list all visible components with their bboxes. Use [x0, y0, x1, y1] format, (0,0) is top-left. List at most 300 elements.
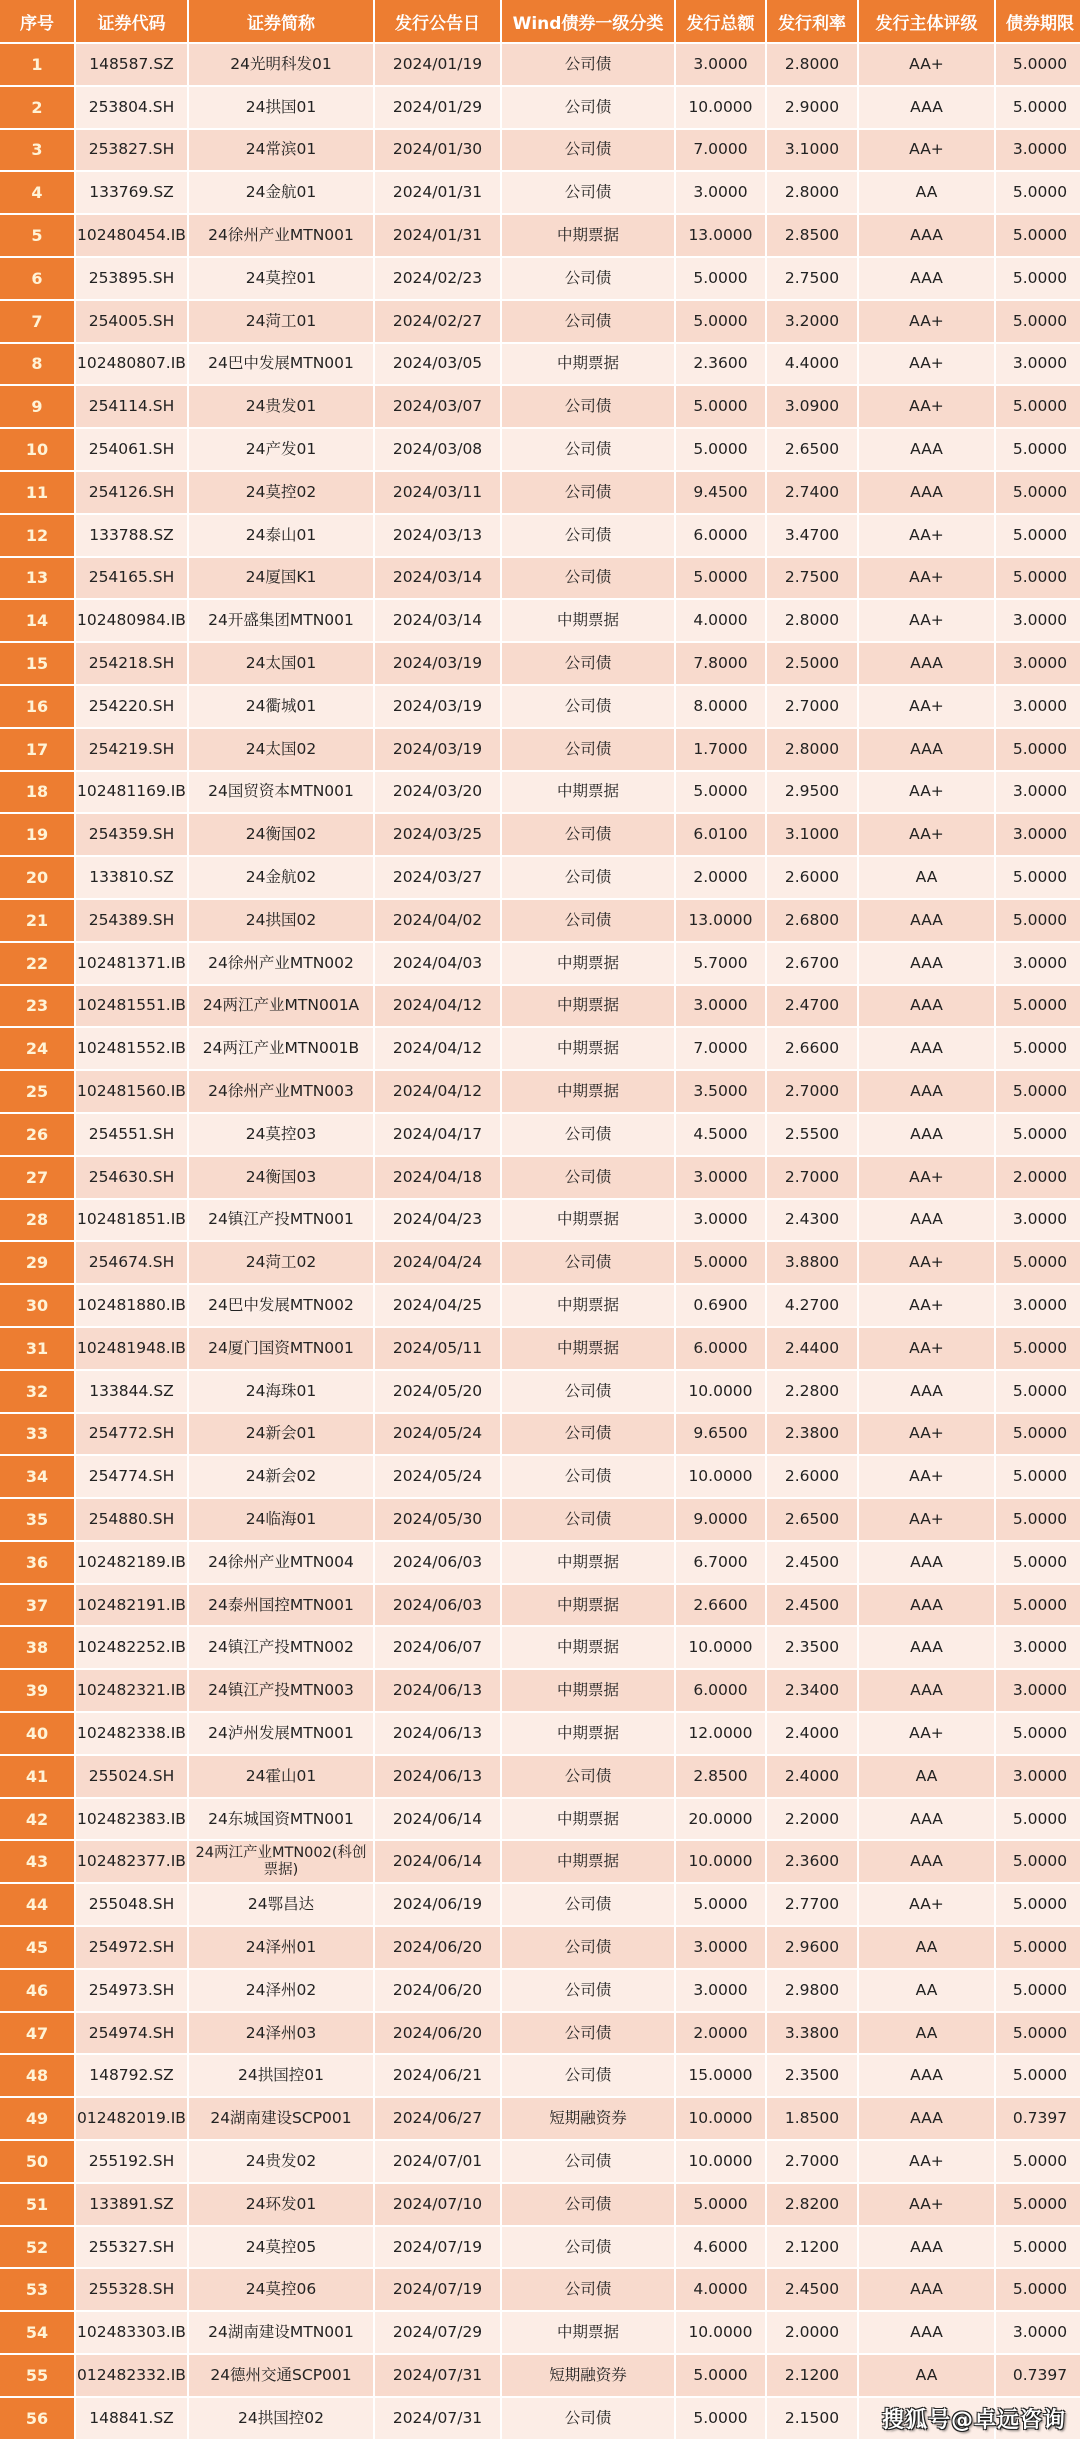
cell-index: 19 — [0, 814, 74, 855]
cell-issue-amount: 12.0000 — [676, 1713, 765, 1754]
table-row[interactable] — [0, 1884, 1080, 1925]
cell-bond-term: 5.0000 — [996, 386, 1080, 427]
table-row[interactable] — [0, 1157, 1080, 1198]
table-row[interactable] — [0, 1756, 1080, 1797]
cell-security-name: 24湖南建设MTN001 — [189, 2312, 373, 2353]
cell-index: 5 — [0, 215, 74, 256]
cell-security-name: 24徐州产业MTN004 — [189, 1542, 373, 1583]
table-row[interactable] — [0, 1713, 1080, 1754]
cell-security-name: 24贵发02 — [189, 2141, 373, 2182]
cell-security-code: 102481552.IB — [76, 1028, 187, 1069]
cell-issue-amount: 10.0000 — [676, 1627, 765, 1668]
cell-issue-amount: 10.0000 — [676, 1841, 765, 1882]
cell-issue-rate: 2.9600 — [767, 1927, 857, 1968]
cell-bond-term: 5.0000 — [996, 986, 1080, 1027]
cell-bond-term: 5.0000 — [996, 2141, 1080, 2182]
cell-security-code: 254973.SH — [76, 1970, 187, 2011]
cell-announcement-date: 2024/03/05 — [375, 344, 500, 385]
cell-issue-rate: 1.8500 — [767, 2098, 857, 2139]
cell-security-name: 24湖南建设SCP001 — [189, 2098, 373, 2139]
cell-index: 25 — [0, 1071, 74, 1112]
cell-bond-term: 5.0000 — [996, 1328, 1080, 1369]
cell-bond-term: 5.0000 — [996, 1884, 1080, 1925]
cell-announcement-date: 2024/01/30 — [375, 130, 500, 171]
cell-bond-term: 5.0000 — [996, 1456, 1080, 1497]
cell-wind-category: 公司债 — [502, 1884, 674, 1925]
cell-issuer-rating: AAA — [859, 2227, 994, 2268]
cell-wind-category: 中期票据 — [502, 1071, 674, 1112]
cell-wind-category: 公司债 — [502, 2013, 674, 2054]
table-row[interactable] — [0, 2227, 1080, 2268]
cell-bond-term: 5.0000 — [996, 2013, 1080, 2054]
cell-issue-amount: 1.7000 — [676, 729, 765, 770]
cell-wind-category: 中期票据 — [502, 1585, 674, 1626]
cell-announcement-date: 2024/06/20 — [375, 2013, 500, 2054]
cell-bond-term: 3.0000 — [996, 1756, 1080, 1797]
table-row[interactable] — [0, 1670, 1080, 1711]
cell-issue-amount: 4.5000 — [676, 1114, 765, 1155]
cell-announcement-date: 2024/04/02 — [375, 900, 500, 941]
table-row[interactable] — [0, 1071, 1080, 1112]
table-row[interactable] — [0, 1028, 1080, 1069]
cell-issue-amount: 5.0000 — [676, 258, 765, 299]
header-issuer-rating[interactable]: 发行主体评级 — [859, 0, 994, 42]
cell-security-name: 24两江产业MTN001B — [189, 1028, 373, 1069]
table-row[interactable] — [0, 2312, 1080, 2353]
cell-wind-category: 中期票据 — [502, 943, 674, 984]
cell-security-name: 24光明科发01 — [189, 44, 373, 85]
cell-bond-term: 5.0000 — [996, 301, 1080, 342]
cell-announcement-date: 2024/05/30 — [375, 1499, 500, 1540]
cell-security-name: 24衡国03 — [189, 1157, 373, 1198]
cell-security-code: 254114.SH — [76, 386, 187, 427]
cell-security-name: 24徐州产业MTN002 — [189, 943, 373, 984]
cell-bond-term: 5.0000 — [996, 729, 1080, 770]
cell-security-name: 24东城国资MTN001 — [189, 1799, 373, 1840]
table-row[interactable] — [0, 1242, 1080, 1283]
cell-bond-term: 5.0000 — [996, 1713, 1080, 1754]
cell-announcement-date: 2024/03/14 — [375, 600, 500, 641]
table-row[interactable] — [0, 386, 1080, 427]
cell-issue-amount: 10.0000 — [676, 2312, 765, 2353]
cell-index: 21 — [0, 900, 74, 941]
cell-bond-term: 5.0000 — [996, 900, 1080, 941]
cell-issue-rate: 2.7000 — [767, 1071, 857, 1112]
table-row[interactable] — [0, 986, 1080, 1027]
cell-security-code: 102480454.IB — [76, 215, 187, 256]
cell-announcement-date: 2024/03/19 — [375, 729, 500, 770]
cell-security-name: 24德州交通SCP001 — [189, 2355, 373, 2396]
cell-issue-amount: 6.7000 — [676, 1542, 765, 1583]
cell-index: 42 — [0, 1799, 74, 1840]
cell-wind-category: 公司债 — [502, 1157, 674, 1198]
cell-index: 9 — [0, 386, 74, 427]
cell-announcement-date: 2024/03/13 — [375, 515, 500, 556]
cell-security-code: 254220.SH — [76, 686, 187, 727]
cell-security-name: 24新会01 — [189, 1414, 373, 1455]
cell-security-name: 24拱国02 — [189, 900, 373, 941]
table-row[interactable] — [0, 1585, 1080, 1626]
cell-issuer-rating: AAA — [859, 1114, 994, 1155]
cell-issuer-rating: AAA — [859, 2055, 994, 2096]
cell-bond-term: 5.0000 — [996, 1414, 1080, 1455]
cell-index: 8 — [0, 344, 74, 385]
table-row[interactable] — [0, 429, 1080, 470]
cell-issue-rate: 4.4000 — [767, 344, 857, 385]
cell-index: 33 — [0, 1414, 74, 1455]
cell-issue-rate: 2.9000 — [767, 87, 857, 128]
cell-announcement-date: 2024/05/24 — [375, 1414, 500, 1455]
cell-issue-rate: 2.7500 — [767, 258, 857, 299]
cell-issue-amount: 13.0000 — [676, 215, 765, 256]
cell-bond-term: 5.0000 — [996, 2055, 1080, 2096]
cell-issue-rate: 3.1000 — [767, 814, 857, 855]
cell-bond-term: 5.0000 — [996, 172, 1080, 213]
header-announcement-date[interactable]: 发行公告日 — [375, 0, 500, 42]
cell-security-name: 24泸州发展MTN001 — [189, 1713, 373, 1754]
table-row[interactable] — [0, 2355, 1080, 2396]
cell-index: 28 — [0, 1200, 74, 1241]
cell-issuer-rating: AA+ — [859, 130, 994, 171]
cell-issuer-rating: AA+ — [859, 2184, 994, 2225]
table-row[interactable] — [0, 1970, 1080, 2011]
header-security-code[interactable]: 证券代码 — [76, 0, 187, 42]
cell-issue-amount: 6.0000 — [676, 1328, 765, 1369]
cell-issuer-rating: AA+ — [859, 600, 994, 641]
cell-security-code: 253804.SH — [76, 87, 187, 128]
cell-index: 46 — [0, 1970, 74, 2011]
table-row[interactable] — [0, 2269, 1080, 2310]
table-row[interactable] — [0, 2184, 1080, 2225]
cell-issuer-rating: AA+ — [859, 2141, 994, 2182]
cell-issuer-rating: AA+ — [859, 1456, 994, 1497]
cell-wind-category: 中期票据 — [502, 2312, 674, 2353]
cell-wind-category: 公司债 — [502, 429, 674, 470]
cell-wind-category: 公司债 — [502, 2227, 674, 2268]
table-row[interactable] — [0, 1456, 1080, 1497]
cell-index: 26 — [0, 1114, 74, 1155]
cell-announcement-date: 2024/04/24 — [375, 1242, 500, 1283]
cell-issue-amount: 7.0000 — [676, 1028, 765, 1069]
cell-index: 3 — [0, 130, 74, 171]
cell-security-name: 24镇江产投MTN001 — [189, 1200, 373, 1241]
cell-index: 38 — [0, 1627, 74, 1668]
cell-issue-amount: 5.0000 — [676, 2355, 765, 2396]
cell-index: 30 — [0, 1285, 74, 1326]
cell-wind-category: 公司债 — [502, 1371, 674, 1412]
cell-index: 32 — [0, 1371, 74, 1412]
cell-bond-term: 3.0000 — [996, 814, 1080, 855]
cell-security-code: 102481560.IB — [76, 1071, 187, 1112]
cell-issuer-rating: AA — [859, 857, 994, 898]
cell-issuer-rating: AAA — [859, 943, 994, 984]
cell-issuer-rating: AAA — [859, 1670, 994, 1711]
cell-wind-category: 公司债 — [502, 472, 674, 513]
cell-announcement-date: 2024/07/01 — [375, 2141, 500, 2182]
cell-issue-amount: 10.0000 — [676, 87, 765, 128]
cell-issuer-rating: AAA — [859, 1585, 994, 1626]
cell-index: 49 — [0, 2098, 74, 2139]
cell-bond-term: 5.0000 — [996, 1841, 1080, 1882]
table-row[interactable] — [0, 515, 1080, 556]
table-row[interactable] — [0, 1371, 1080, 1412]
cell-issuer-rating: AA+ — [859, 558, 994, 599]
cell-issuer-rating: AAA — [859, 215, 994, 256]
cell-security-code: 102481169.IB — [76, 772, 187, 813]
cell-bond-term: 0.7397 — [996, 2098, 1080, 2139]
cell-index: 45 — [0, 1927, 74, 1968]
cell-issuer-rating: AA+ — [859, 1242, 994, 1283]
cell-index: 47 — [0, 2013, 74, 2054]
cell-wind-category: 中期票据 — [502, 772, 674, 813]
table-row[interactable] — [0, 1328, 1080, 1369]
table-row[interactable] — [0, 772, 1080, 813]
table-row[interactable] — [0, 900, 1080, 941]
table-row[interactable] — [0, 1200, 1080, 1241]
table-row[interactable] — [0, 344, 1080, 385]
cell-issue-rate: 3.2000 — [767, 301, 857, 342]
cell-issuer-rating: AAA — [859, 2312, 994, 2353]
cell-security-name: 24衡国02 — [189, 814, 373, 855]
table-row[interactable] — [0, 2055, 1080, 2096]
cell-wind-category: 中期票据 — [502, 1841, 674, 1882]
cell-issue-rate: 2.6000 — [767, 1456, 857, 1497]
cell-wind-category: 公司债 — [502, 814, 674, 855]
table-row[interactable] — [0, 87, 1080, 128]
table-row[interactable] — [0, 172, 1080, 213]
cell-wind-category: 公司债 — [502, 2269, 674, 2310]
table-row[interactable] — [0, 130, 1080, 171]
cell-security-code: 254774.SH — [76, 1456, 187, 1497]
table-row[interactable] — [0, 1285, 1080, 1326]
cell-bond-term: 3.0000 — [996, 943, 1080, 984]
cell-issuer-rating: AAA — [859, 2269, 994, 2310]
cell-security-name: 24莫控06 — [189, 2269, 373, 2310]
cell-wind-category: 公司债 — [502, 1499, 674, 1540]
table-row[interactable] — [0, 258, 1080, 299]
cell-index: 35 — [0, 1499, 74, 1540]
cell-issuer-rating: AAA — [859, 429, 994, 470]
cell-issue-rate: 3.8800 — [767, 1242, 857, 1283]
cell-index: 11 — [0, 472, 74, 513]
cell-wind-category: 公司债 — [502, 1242, 674, 1283]
table-row[interactable] — [0, 857, 1080, 898]
cell-security-name: 24贵发01 — [189, 386, 373, 427]
cell-announcement-date: 2024/05/11 — [375, 1328, 500, 1369]
cell-announcement-date: 2024/01/31 — [375, 172, 500, 213]
table-row[interactable] — [0, 1799, 1080, 1840]
cell-bond-term: 5.0000 — [996, 2269, 1080, 2310]
header-issue-amount[interactable]: 发行总额 — [676, 0, 765, 42]
cell-index: 40 — [0, 1713, 74, 1754]
table-row[interactable] — [0, 44, 1080, 85]
cell-wind-category: 中期票据 — [502, 1028, 674, 1069]
cell-issuer-rating: AA+ — [859, 1285, 994, 1326]
header-issue-rate[interactable]: 发行利率 — [767, 0, 857, 42]
table-row[interactable] — [0, 1841, 1080, 1882]
table-row[interactable] — [0, 814, 1080, 855]
table-row[interactable] — [0, 2141, 1080, 2182]
cell-wind-category: 公司债 — [502, 2055, 674, 2096]
table-row[interactable] — [0, 729, 1080, 770]
cell-wind-category: 公司债 — [502, 729, 674, 770]
cell-index: 29 — [0, 1242, 74, 1283]
cell-announcement-date: 2024/04/03 — [375, 943, 500, 984]
cell-security-code: 148841.SZ — [76, 2398, 187, 2439]
cell-issue-rate: 2.6800 — [767, 900, 857, 941]
cell-issuer-rating: AA+ — [859, 1884, 994, 1925]
cell-issue-amount: 0.6900 — [676, 1285, 765, 1326]
table-row[interactable] — [0, 643, 1080, 684]
cell-announcement-date: 2024/06/20 — [375, 1970, 500, 2011]
cell-security-code: 102482321.IB — [76, 1670, 187, 1711]
table-row[interactable] — [0, 600, 1080, 641]
header-security-name[interactable]: 证券简称 — [189, 0, 373, 42]
cell-security-name: 24霍山01 — [189, 1756, 373, 1797]
cell-index: 27 — [0, 1157, 74, 1198]
cell-announcement-date: 2024/07/19 — [375, 2269, 500, 2310]
cell-issue-rate: 2.1200 — [767, 2227, 857, 2268]
cell-security-code: 255328.SH — [76, 2269, 187, 2310]
cell-wind-category: 中期票据 — [502, 600, 674, 641]
cell-wind-category: 公司债 — [502, 1927, 674, 1968]
cell-issue-rate: 2.7500 — [767, 558, 857, 599]
cell-security-code: 254218.SH — [76, 643, 187, 684]
cell-announcement-date: 2024/04/12 — [375, 1028, 500, 1069]
cell-issue-amount: 3.0000 — [676, 1970, 765, 2011]
cell-issue-rate: 2.1200 — [767, 2355, 857, 2396]
table-row[interactable] — [0, 2013, 1080, 2054]
cell-security-code: 255327.SH — [76, 2227, 187, 2268]
table-row[interactable] — [0, 686, 1080, 727]
cell-bond-term: 5.0000 — [996, 1071, 1080, 1112]
cell-issue-amount: 5.0000 — [676, 301, 765, 342]
cell-bond-term: 5.0000 — [996, 515, 1080, 556]
table-row[interactable] — [0, 215, 1080, 256]
table-row[interactable] — [0, 1499, 1080, 1540]
cell-security-name: 24拱国01 — [189, 87, 373, 128]
cell-security-name: 24国贸资本MTN001 — [189, 772, 373, 813]
table-row[interactable] — [0, 1114, 1080, 1155]
cell-issuer-rating: AAA — [859, 1071, 994, 1112]
table-row[interactable] — [0, 1627, 1080, 1668]
cell-security-code: 148792.SZ — [76, 2055, 187, 2096]
cell-issuer-rating: AA+ — [859, 301, 994, 342]
header-wind-category[interactable]: Wind债券一级分类 — [502, 0, 674, 42]
cell-issue-amount: 9.4500 — [676, 472, 765, 513]
cell-issue-rate: 2.6000 — [767, 857, 857, 898]
cell-issuer-rating: AAA — [859, 1542, 994, 1583]
cell-security-code: 102482383.IB — [76, 1799, 187, 1840]
cell-issue-amount: 5.7000 — [676, 943, 765, 984]
cell-issue-rate: 2.4000 — [767, 1756, 857, 1797]
cell-issue-amount: 4.0000 — [676, 2269, 765, 2310]
cell-security-code: 254974.SH — [76, 2013, 187, 2054]
cell-bond-term: 5.0000 — [996, 1585, 1080, 1626]
cell-issue-amount: 10.0000 — [676, 2141, 765, 2182]
cell-wind-category: 公司债 — [502, 1414, 674, 1455]
cell-announcement-date: 2024/06/03 — [375, 1542, 500, 1583]
cell-wind-category: 公司债 — [502, 2141, 674, 2182]
cell-announcement-date: 2024/07/31 — [375, 2355, 500, 2396]
cell-issue-amount: 2.8500 — [676, 1756, 765, 1797]
cell-issue-rate: 2.3400 — [767, 1670, 857, 1711]
header-bond-term[interactable]: 债券期限 — [996, 0, 1080, 42]
header-index[interactable]: 序号 — [0, 0, 74, 42]
cell-announcement-date: 2024/02/27 — [375, 301, 500, 342]
cell-bond-term: 5.0000 — [996, 215, 1080, 256]
cell-announcement-date: 2024/05/24 — [375, 1456, 500, 1497]
cell-announcement-date: 2024/04/25 — [375, 1285, 500, 1326]
table-row[interactable] — [0, 2098, 1080, 2139]
cell-wind-category: 公司债 — [502, 1114, 674, 1155]
table-row[interactable] — [0, 301, 1080, 342]
table-row[interactable] — [0, 943, 1080, 984]
cell-announcement-date: 2024/03/08 — [375, 429, 500, 470]
cell-index: 2 — [0, 87, 74, 128]
cell-issuer-rating: AA+ — [859, 814, 994, 855]
cell-bond-term: 5.0000 — [996, 1242, 1080, 1283]
cell-issue-rate: 2.3600 — [767, 1841, 857, 1882]
table-row[interactable] — [0, 558, 1080, 599]
table-row[interactable] — [0, 1542, 1080, 1583]
cell-issue-rate: 2.6500 — [767, 1499, 857, 1540]
cell-security-name: 24常滨01 — [189, 130, 373, 171]
cell-security-name: 24泽州01 — [189, 1927, 373, 1968]
watermark: 搜狐号@卓远咨询 — [881, 2408, 1066, 2433]
cell-issuer-rating: AAA — [859, 1841, 994, 1882]
cell-index: 10 — [0, 429, 74, 470]
cell-bond-term: 3.0000 — [996, 1200, 1080, 1241]
cell-bond-term: 5.0000 — [996, 1542, 1080, 1583]
cell-bond-term: 5.0000 — [996, 1799, 1080, 1840]
table-row[interactable] — [0, 1414, 1080, 1455]
cell-wind-category: 中期票据 — [502, 986, 674, 1027]
cell-issue-rate: 2.6500 — [767, 429, 857, 470]
cell-announcement-date: 2024/04/12 — [375, 986, 500, 1027]
cell-issue-amount: 10.0000 — [676, 2098, 765, 2139]
cell-security-name: 24厦国K1 — [189, 558, 373, 599]
cell-wind-category: 公司债 — [502, 2398, 674, 2439]
cell-index: 51 — [0, 2184, 74, 2225]
cell-wind-category: 公司债 — [502, 258, 674, 299]
cell-announcement-date: 2024/06/13 — [375, 1713, 500, 1754]
cell-wind-category: 中期票据 — [502, 1670, 674, 1711]
cell-security-name: 24拱国控01 — [189, 2055, 373, 2096]
cell-announcement-date: 2024/04/18 — [375, 1157, 500, 1198]
cell-issue-rate: 2.4500 — [767, 1542, 857, 1583]
table-row[interactable] — [0, 1927, 1080, 1968]
cell-security-name: 24两江产业MTN002(科创票据) — [189, 1841, 373, 1882]
cell-security-code: 102481948.IB — [76, 1328, 187, 1369]
cell-issue-rate: 3.1000 — [767, 130, 857, 171]
cell-issuer-rating: AA+ — [859, 1157, 994, 1198]
cell-bond-term: 5.0000 — [996, 2184, 1080, 2225]
cell-security-code: 133769.SZ — [76, 172, 187, 213]
cell-announcement-date: 2024/06/07 — [375, 1627, 500, 1668]
cell-wind-category: 公司债 — [502, 44, 674, 85]
cell-issue-rate: 2.4300 — [767, 1200, 857, 1241]
cell-issue-rate: 4.2700 — [767, 1285, 857, 1326]
cell-issuer-rating: AA — [859, 172, 994, 213]
cell-bond-term: 5.0000 — [996, 857, 1080, 898]
cell-bond-term: 5.0000 — [996, 1028, 1080, 1069]
cell-index: 20 — [0, 857, 74, 898]
table-row[interactable] — [0, 472, 1080, 513]
cell-announcement-date: 2024/06/13 — [375, 1670, 500, 1711]
cell-index: 41 — [0, 1756, 74, 1797]
cell-issue-amount: 2.3600 — [676, 344, 765, 385]
